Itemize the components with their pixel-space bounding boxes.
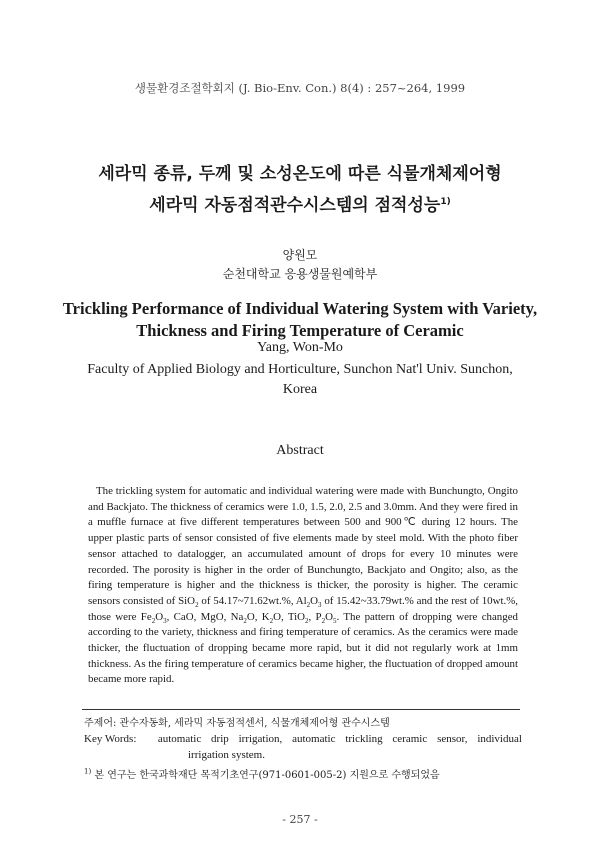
affiliation-korean: 순천대학교 응용생물원예학부 (222, 267, 378, 281)
abstract-subscript: 5 (333, 616, 337, 625)
author-korean: 양원모 (282, 248, 318, 262)
keywords-english-line1 (84, 731, 522, 747)
affiliation-english-line1: Faculty of Applied Biology and Horticulture, Sunchon Nat'l Univ. Sunchon, (87, 362, 513, 377)
abstract-text: of 15.42~33.79wt.% and the rest of 10wt.%, those were Fe (88, 594, 519, 623)
abstract-text: O, TiO (273, 610, 306, 623)
abstract-subscript: 2 (151, 616, 156, 625)
keyword-word: individual (477, 733, 522, 745)
affiliation-english (60, 360, 540, 400)
abstract-subscript: 2 (269, 616, 274, 625)
title-korean-line2 (30, 188, 570, 220)
abstract-heading: Abstract (276, 443, 324, 458)
funding-footnote (84, 766, 524, 781)
keywords-english-line2: irrigation system. (188, 749, 265, 761)
keyword-word: automatic (292, 733, 336, 745)
affiliation-english-line2: Korea (282, 382, 318, 397)
abstract-body (88, 484, 518, 688)
abstract-text: , CaO, MgO, Na (166, 610, 244, 623)
abstract-text: O (325, 610, 333, 623)
title-korean-line2-text: 세라믹 자동점적관수시스템의 점적성능 (149, 195, 441, 216)
abstract-text: , P (308, 610, 322, 623)
abstract-text: O (310, 594, 319, 607)
keywords-label: Key Words: (84, 733, 137, 745)
keywords-korean: 주제어: 관수자동화, 세라믹 자동점적센서, 식물개체제어형 관수시스템 (84, 718, 390, 729)
keywords-english (84, 731, 522, 763)
abstract-subscript: 2 (305, 616, 309, 625)
journal-header: 생물환경조절학회지 (J. Bio-Env. Con.) 8(4) : 257~264, 1999 (134, 81, 466, 95)
footnote-text: 본 연구는 한국과학재단 목적기초연구(971-0601-005-2) 지원으로 수행되었음 (91, 770, 440, 781)
keyword-word: sensor, (437, 733, 468, 745)
abstract-text: of 54.17~71.62wt.%, Al (198, 594, 307, 607)
keyword-word: automatic (157, 733, 202, 745)
footnote-mark: 1) (84, 767, 92, 776)
keyword-word: drip (211, 733, 229, 745)
keyword-word: ceramic (392, 733, 428, 745)
abstract-text: O, K (246, 610, 270, 623)
page-number: - 257 - (282, 813, 318, 826)
title-english-line2: Thickness and Firing Temperature of Ceramic (136, 321, 464, 340)
title-english (30, 298, 570, 342)
keyword-word: irrigation, (238, 733, 283, 745)
abstract-text: . The pattern of dropping were changed according to the variety, thickness and firing temperature of ceramics. As the ceramics were made thicker, the fluctuation of dropping became more rapid, but it did not regularly work at 1mm thickness. As the firing temperature of ceramics became higher, the fluctuation of dropped amount became more rapid. (88, 610, 518, 686)
abstract-subscript: 2 (321, 616, 326, 625)
footnote-divider (82, 709, 520, 710)
abstract-text: O (155, 610, 164, 623)
abstract-subscript: 2 (243, 616, 247, 625)
title-english-line1: Trickling Performance of Individual Watering System with Variety, (62, 299, 538, 318)
abstract-subscript: 3 (318, 601, 322, 610)
title-korean-line1: 세라믹 종류, 두께 및 소성온도에 따른 식물개체제어형 (98, 164, 502, 184)
abstract-text: The trickling system for automatic and individual watering were made with Bunchungto, Ongito and Backjato. The thickness of ceramics were 1.0, 1.5, 2.0, 2.5 and 3.0mm. And they were fired in a muffle furnace at five different temperatures between 500 and 900℃ during 12 hours. The upper plastic parts of sensor consisted of five elements made by steel mold. With the photo fiber sensor attached to datalogger, an accumulated amount of drops for every 10 minutes were recorded. The porosity is higher in the order of Bunchungto, Backjato and Ongito; also, as the firing temperature is higher and the thickness is thicker, the porosity is higher. The ceramic sensors consisted of SiO (88, 485, 518, 607)
abstract-subscript: 2 (306, 601, 311, 610)
title-footnote-mark: 1) (440, 197, 451, 207)
abstract-subscript: 3 (163, 616, 167, 625)
author-english: Yang, Won-Mo (257, 340, 343, 355)
title-korean (30, 160, 570, 220)
keyword-word: trickling (345, 733, 383, 745)
abstract-subscript: 2 (195, 601, 199, 610)
